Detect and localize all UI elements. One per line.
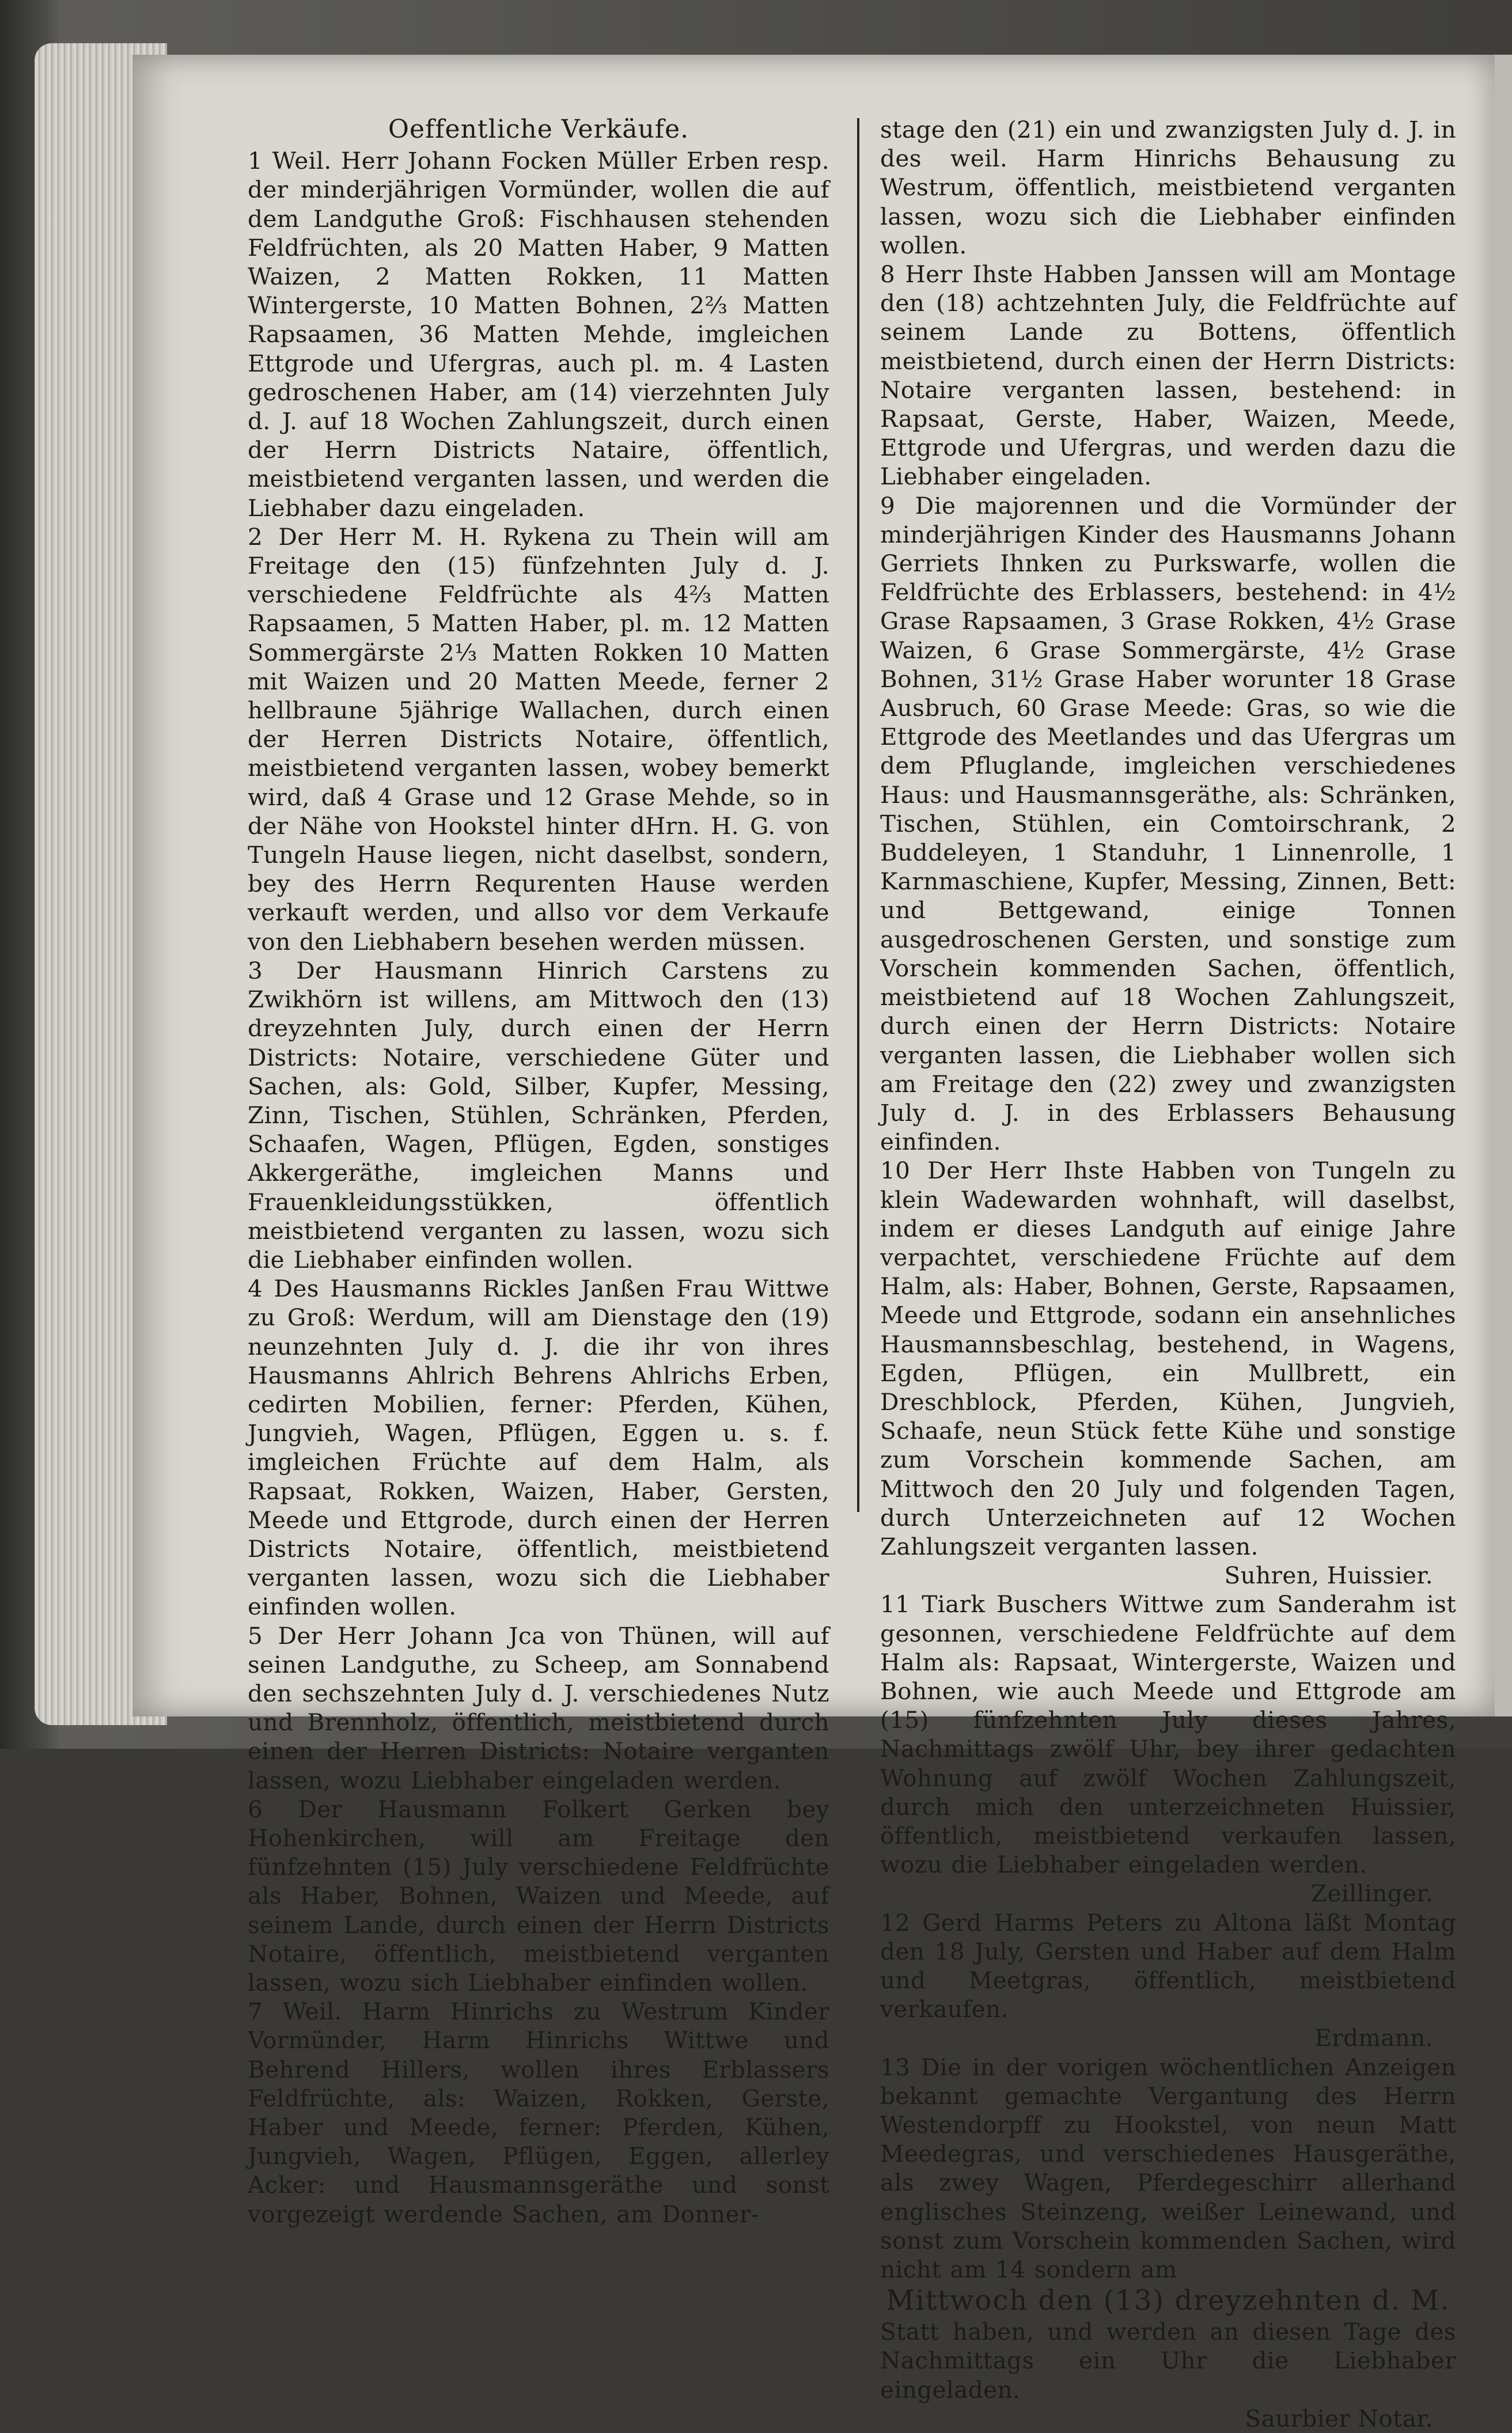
- notice-11: 11 Tiark Buschers Wittwe zum Sanderahm ist gesonnen, verschiedene Feldfrüchte auf dem Halm als: Rapsaat, Wintergerste, Waizen und Bohnen, wie auch Meede und Ettgrode am (15) fünfzehnten July dieses Jahres, Nachmittags zwölf Uhr, bey ihrer gedachten Wohnung auf zwölf Wochen Zahlungszeit, durch mich den unterzeichneten Huissier, öffentlich, meistbietend verkaufen lassen, wozu die Liebhaber eingeladen werden.: [880, 1590, 1456, 1879]
- notice-4: 4 Des Hausmanns Rickles Janßen Frau Wittwe zu Groß: Werdum, will am Dienstage den (19) neunzehnten July d. J. die ihr von ihres Hausmanns Ahlrich Behrens Ahlrichs Erben, cedirten Mobilien, ferner: Pferden, Kühen, Jungvieh, Wagen, Pflügen, Eggen u. s. f. imgleichen Früchte auf dem Halm, als Rapsaat, Rokken, Waizen, Haber, Gersten, Meede und Ettgrode, durch einen der Herren Districts Notaire, öffentlich, meistbietend verganten lassen, wozu sich die Liebhaber einfinden wollen.: [248, 1275, 829, 1621]
- notice-10: 10 Der Herr Ihste Habben von Tungeln zu klein Wadewarden wohnhaft, will daselbst, indem er dieses Landguth auf einige Jahre verpachtet, verschiedene Früchte auf dem Halm, als: Haber, Bohnen, Gerste, Rapsaamen, Meede und Ettgrode, sodann ein ansehnliches Hausmannsbeschlag, bestehend, in Wagens, Egden, Pflügen, ein Mullbrett, ein Dreschblock, Pferden, Kühen, Jungvieh, Schaafe, neun Stück fette Kühe und sonstige zum Vorschein kommende Sachen, am Mittwoch den 20 July und folgenden Tagen, durch Unterzeichneten auf 12 Wochen Zahlungszeit verganten lassen.: [880, 1157, 1456, 1560]
- notice-2: 2 Der Herr M. H. Rykena zu Thein will am Freitage den (15) fünfzehnten July d. J. verschiedene Feldfrüchte als 4⅔ Matten Rapsaamen, 5 Matten Haber, pl. m. 12 Matten Sommergärste 2⅓ Matten Rokken 10 Matten mit Waizen und 20 Matten Meede, ferner 2 hellbraune 5jährige Wallachen, durch einen der Herren Districts Notaire, öffentlich, meistbietend verganten lassen, wobey bemerkt wird, daß 4 Grase und 12 Grase Mehde, so in der Nähe von Hookstel hinter dHrn. H. G. von Tungeln Hause liegen, nicht daselbst, sondern, bey des Herrn Requrenten Hause werden verkauft werden, und allso vor dem Verkaufe von den Liebhabern besehen werden müssen.: [248, 522, 829, 956]
- notice-12: 12 Gerd Harms Peters zu Altona läßt Montag den 18 July, Gersten und Haber auf dem Halm und Meetgras, öffentlich, meistbietend verkaufen.: [880, 1908, 1456, 2023]
- notice-1: 1 Weil. Herr Johann Focken Müller Erben resp. der minderjährigen Vormünder, wollen die auf dem Landguthe Groß: Fischhausen stehenden Feldfrüchten, als 20 Matten Haber, 9 Matten Waizen, 2 Matten Rokken, 11 Matten Wintergerste, 10 Matten Bohnen, 2⅔ Matten Rapsaamen, 36 Matten Mehde, imgleichen Ettgrode und Ufergras, auch pl. m. 4 Lasten gedroschenen Haber, am (14) vierzehnten July d. J. auf 18 Wochen Zahlungszeit, durch einen der Herrn Districts Nataire, öffentlich, meistbietend verganten lassen, und werden die Liebhaber dazu eingeladen.: [248, 147, 829, 522]
- section-heading: Oeffentliche Verkäufe.: [388, 115, 689, 144]
- signature-11: Zeillinger.: [1310, 1879, 1433, 1908]
- notice-13-date: Mittwoch den (13) dreyzehnten d. M.: [886, 2284, 1450, 2317]
- signature-10: Suhren, Huissier.: [1224, 1562, 1433, 1590]
- column-divider: [857, 118, 859, 1512]
- notice-13: 13 Die in der vorigen wöchentlichen Anzeigen bekannt gemachte Vergantung des Herrn Westendorpff zu Hookstel, von neun Matt Meedegras, und verschiedenes Hausgeräthe, als zwey Wagen, Pferdegeschirr allerhand englisches Steinzeng, weißer Leinewand, und sonst zum Vorschein kommenden Sachen, wird nicht am 14 sondern am: [880, 2053, 1456, 2284]
- right-column: [880, 115, 1456, 2433]
- page-right-edge: [1495, 55, 1512, 1716]
- notice-13-end: Statt haben, und werden an diesen Tage des Nachmittags ein Uhr die Liebhaber eingeladen.: [880, 2318, 1456, 2404]
- notice-5: 5 Der Herr Johann Jca von Thünen, will auf seinen Landguthe, zu Scheep, am Sonnabend den sechszehnten July d. J. verschiedenes Nutz und Brennholz, öffentlich, meistbietend durch einen der Herren Districts: Notaire verganten lassen, wozu Liebhaber eingeladen werden.: [248, 1621, 829, 1794]
- notice-7: 7 Weil. Harm Hinrichs zu Westrum Kinder Vormünder, Harm Hinrichs Wittwe und Behrend Hillers, wollen ihres Erblassers Feldfrüchte, als: Waizen, Rokken, Gerste, Haber und Meede, ferner: Pferden, Kühen, Jungvieh, Wagen, Pflügen, Eggen, allerley Acker: und Hausmannsgeräthe und sonst vorgezeigt werdende Sachen, am Donner-: [248, 1998, 829, 2228]
- notice-9: 9 Die majorennen und die Vormünder der minderjährigen Kinder des Hausmanns Johann Gerriets Ihnken zu Purkswarfe, wollen die Feldfrüchte des Erblassers, bestehend: in 4½ Grase Rapsaamen, 3 Grase Rokken, 4½ Grase Waizen, 6 Grase Sommergärste, 4½ Grase Bohnen, 31½ Grase Haber worunter 18 Grase Ausbruch, 60 Grase Meede: Gras, so wie die Ettgrode des Meetlandes und das Ufergras um dem Pfluglande, imgleichen verschiedenes Haus: und Hausmannsgeräthe, als: Schränken, Tischen, Stühlen, ein Comtoirschrank, 2 Buddeleyen, 1 Standuhr, 1 Linnenrolle, 1 Karnmaschiene, Kupfer, Messing, Zinnen, Bett: und Bettgewand, einige Tonnen ausgedroschenen Gersten, und sonstige zum Vorschein kommenden Sachen, öffentlich, meistbietend auf 18 Wochen Zahlungszeit, durch einen der Herrn Districts: Notaire verganten lassen, die Liebhaber wollen sich am Freitage den (22) zwey und zwanzigsten July d. J. in des Erblassers Behausung einfinden.: [880, 491, 1456, 1156]
- notice-6: 6 Der Hausmann Folkert Gerken bey Hohenkirchen, will am Freitage den fünfzehnten (15) July verschiedene Feldfrüchte als Haber, Bohnen, Waizen und Meede, auf seinem Lande, durch einen der Herrn Districts Notaire, öffentlich, meistbietend verganten lassen, wozu sich Liebhaber einfinden wollen.: [248, 1795, 829, 1996]
- notice-7-continued: stage den (21) ein und zwanzigsten July d. J. in des weil. Harm Hinrichs Behausung zu Westrum, öffentlich, meistbietend verganten lassen, wozu sich die Liebhaber einfinden wollen.: [880, 116, 1456, 259]
- signature-13: Saurbier Notar.: [1245, 2404, 1433, 2432]
- signature-12: Erdmann.: [1314, 2024, 1433, 2052]
- notice-8: 8 Herr Ihste Habben Janssen will am Montage den (18) achtzehnten July, die Feldfrüchte auf seinem Lande zu Bottens, öffentlich meistbietend, durch einen der Herrn Districts: Notaire verganten lassen, bestehend: in Rapsaat, Gerste, Haber, Waizen, Meede, Ettgrode und Ufergras, und werden dazu die Liebhaber eingeladen.: [880, 260, 1456, 491]
- left-column: [248, 115, 829, 2229]
- notice-3: 3 Der Hausmann Hinrich Carstens zu Zwikhörn ist willens, am Mittwoch den (13) dreyzehnten July, durch einen der Herrn Districts: Notaire, verschiedene Güter und Sachen, als: Gold, Silber, Kupfer, Messing, Zinn, Tischen, Stühlen, Schränken, Pferden, Schaafen, Wagen, Pflügen, Egden, sonstiges Akkergeräthe, imgleichen Manns und Frauenkleidungsstükken, öffentlich meistbietend verganten zu lassen, wozu sich die Liebhaber einfinden wollen.: [248, 956, 829, 1274]
